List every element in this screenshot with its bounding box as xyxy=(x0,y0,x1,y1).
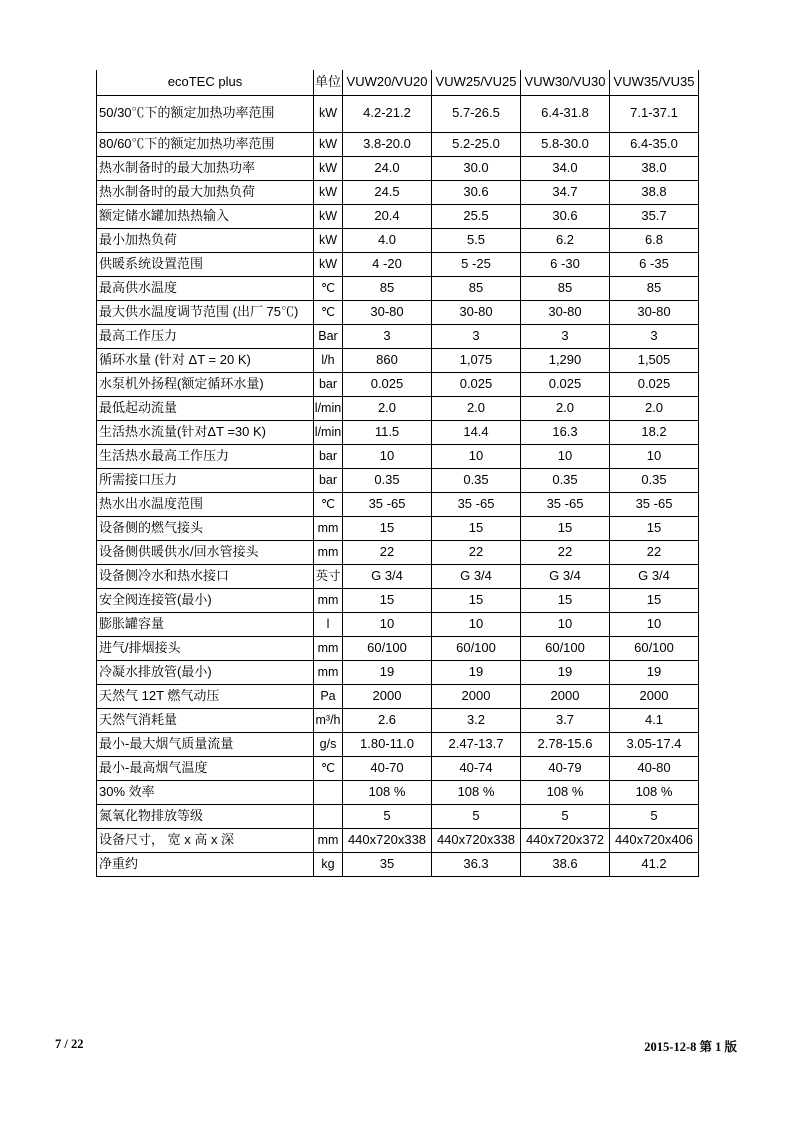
spec-unit: l/min xyxy=(314,420,343,444)
spec-label: 天然气 12T 燃气动压 xyxy=(97,684,314,708)
spec-label: 最高工作压力 xyxy=(97,324,314,348)
spec-value-vuw30: 30.6 xyxy=(521,204,610,228)
model-header-vuw25: VUW25/VU25 xyxy=(432,70,521,95)
spec-value-vuw25: 108 % xyxy=(432,780,521,804)
spec-unit: 英寸 xyxy=(314,564,343,588)
spec-value-vuw30: 5.8-30.0 xyxy=(521,132,610,156)
spec-value-vuw30: 3.7 xyxy=(521,708,610,732)
spec-value-vuw25: G 3/4 xyxy=(432,564,521,588)
spec-value-vuw25: 10 xyxy=(432,612,521,636)
spec-value-vuw30: 60/100 xyxy=(521,636,610,660)
spec-unit: mm xyxy=(314,636,343,660)
spec-value-vuw35: 0.025 xyxy=(610,372,699,396)
spec-value-vuw35: 19 xyxy=(610,660,699,684)
table-row xyxy=(97,636,699,660)
spec-label: 供暖系统设置范围 xyxy=(97,252,314,276)
table-row xyxy=(97,180,699,204)
spec-value-vuw30: 15 xyxy=(521,516,610,540)
spec-label: 最小加热负荷 xyxy=(97,228,314,252)
spec-value-vuw25: 2.47-13.7 xyxy=(432,732,521,756)
spec-value-vuw25: 10 xyxy=(432,444,521,468)
spec-value-vuw20: 1.80-11.0 xyxy=(343,732,432,756)
spec-label: 设备侧冷水和热水接口 xyxy=(97,564,314,588)
model-header-vuw20: VUW20/VU20 xyxy=(343,70,432,95)
spec-value-vuw30: 19 xyxy=(521,660,610,684)
spec-value-vuw20: 2.0 xyxy=(343,396,432,420)
spec-value-vuw25: 14.4 xyxy=(432,420,521,444)
spec-value-vuw25: 2.0 xyxy=(432,396,521,420)
spec-label: 进气/排烟接头 xyxy=(97,636,314,660)
table-row xyxy=(97,204,699,228)
spec-value-vuw25: 85 xyxy=(432,276,521,300)
spec-value-vuw35: 18.2 xyxy=(610,420,699,444)
table-row xyxy=(97,300,699,324)
spec-value-vuw20: 3.8-20.0 xyxy=(343,132,432,156)
spec-value-vuw30: 1,290 xyxy=(521,348,610,372)
spec-label: 净重约 xyxy=(97,852,314,876)
spec-value-vuw35: 30-80 xyxy=(610,300,699,324)
table-row xyxy=(97,828,699,852)
spec-unit: mm xyxy=(314,540,343,564)
spec-value-vuw20: 0.35 xyxy=(343,468,432,492)
spec-unit: kW xyxy=(314,252,343,276)
spec-value-vuw20: 860 xyxy=(343,348,432,372)
spec-value-vuw25: 25.5 xyxy=(432,204,521,228)
spec-value-vuw20: 35 -65 xyxy=(343,492,432,516)
spec-unit xyxy=(314,804,343,828)
spec-value-vuw20: 11.5 xyxy=(343,420,432,444)
spec-label: 冷凝水排放管(最小) xyxy=(97,660,314,684)
spec-value-vuw25: 19 xyxy=(432,660,521,684)
table-row xyxy=(97,756,699,780)
spec-value-vuw30: 440x720x372 xyxy=(521,828,610,852)
spec-value-vuw25: 30.0 xyxy=(432,156,521,180)
spec-value-vuw25: 0.35 xyxy=(432,468,521,492)
table-row xyxy=(97,324,699,348)
spec-value-vuw25: 440x720x338 xyxy=(432,828,521,852)
spec-unit: kW xyxy=(314,228,343,252)
table-row xyxy=(97,420,699,444)
spec-label: 生活热水流量(针对ΔT =30 K) xyxy=(97,420,314,444)
spec-value-vuw25: 15 xyxy=(432,588,521,612)
spec-value-vuw30: 85 xyxy=(521,276,610,300)
table-row xyxy=(97,852,699,876)
spec-label: 生活热水最高工作压力 xyxy=(97,444,314,468)
spec-label: 最大供水温度调节范围 (出厂 75℃) xyxy=(97,300,314,324)
spec-value-vuw25: 3.2 xyxy=(432,708,521,732)
spec-value-vuw35: 108 % xyxy=(610,780,699,804)
spec-unit: mm xyxy=(314,828,343,852)
spec-value-vuw35: 10 xyxy=(610,444,699,468)
spec-value-vuw20: G 3/4 xyxy=(343,564,432,588)
spec-value-vuw35: 1,505 xyxy=(610,348,699,372)
spec-label: 最小-最高烟气温度 xyxy=(97,756,314,780)
spec-value-vuw20: 24.5 xyxy=(343,180,432,204)
spec-value-vuw35: 440x720x406 xyxy=(610,828,699,852)
spec-value-vuw35: 2000 xyxy=(610,684,699,708)
spec-label: 天然气消耗量 xyxy=(97,708,314,732)
spec-value-vuw20: 19 xyxy=(343,660,432,684)
spec-value-vuw30: 2.78-15.6 xyxy=(521,732,610,756)
spec-value-vuw25: 30-80 xyxy=(432,300,521,324)
spec-label: 水泵机外扬程(额定循环水量) xyxy=(97,372,314,396)
spec-value-vuw30: 0.35 xyxy=(521,468,610,492)
spec-table-body xyxy=(97,95,699,876)
spec-value-vuw35: 38.8 xyxy=(610,180,699,204)
spec-value-vuw25: 22 xyxy=(432,540,521,564)
spec-value-vuw25: 5 xyxy=(432,804,521,828)
spec-value-vuw35: 15 xyxy=(610,516,699,540)
spec-value-vuw30: 6 -30 xyxy=(521,252,610,276)
spec-value-vuw25: 2000 xyxy=(432,684,521,708)
spec-unit: bar xyxy=(314,372,343,396)
spec-value-vuw35: 35 -65 xyxy=(610,492,699,516)
table-row xyxy=(97,708,699,732)
spec-value-vuw20: 24.0 xyxy=(343,156,432,180)
spec-value-vuw25: 36.3 xyxy=(432,852,521,876)
table-row xyxy=(97,348,699,372)
table-row xyxy=(97,516,699,540)
spec-unit: kW xyxy=(314,156,343,180)
spec-value-vuw20: 2.6 xyxy=(343,708,432,732)
table-row xyxy=(97,396,699,420)
spec-value-vuw30: 34.0 xyxy=(521,156,610,180)
spec-value-vuw25: 60/100 xyxy=(432,636,521,660)
spec-value-vuw20: 0.025 xyxy=(343,372,432,396)
spec-value-vuw25: 35 -65 xyxy=(432,492,521,516)
spec-value-vuw35: 7.1-37.1 xyxy=(610,95,699,132)
spec-value-vuw35: 85 xyxy=(610,276,699,300)
spec-value-vuw30: 2000 xyxy=(521,684,610,708)
table-row xyxy=(97,228,699,252)
spec-value-vuw20: 35 xyxy=(343,852,432,876)
spec-value-vuw25: 3 xyxy=(432,324,521,348)
spec-label: 安全阀连接管(最小) xyxy=(97,588,314,612)
spec-label: 额定储水罐加热热输入 xyxy=(97,204,314,228)
spec-value-vuw25: 15 xyxy=(432,516,521,540)
spec-value-vuw30: 3 xyxy=(521,324,610,348)
table-row xyxy=(97,660,699,684)
spec-label: 循环水量 (针对 ΔT = 20 K) xyxy=(97,348,314,372)
spec-value-vuw35: 2.0 xyxy=(610,396,699,420)
product-name-header: ecoTEC plus xyxy=(97,70,314,95)
spec-value-vuw35: 40-80 xyxy=(610,756,699,780)
spec-value-vuw30: 34.7 xyxy=(521,180,610,204)
header-row xyxy=(97,70,699,95)
spec-unit: ℃ xyxy=(314,300,343,324)
spec-value-vuw35: 41.2 xyxy=(610,852,699,876)
spec-unit: kW xyxy=(314,204,343,228)
unit-column-header: 单位 xyxy=(314,70,343,95)
spec-value-vuw30: 5 xyxy=(521,804,610,828)
spec-unit: ℃ xyxy=(314,276,343,300)
spec-table xyxy=(96,70,699,877)
spec-value-vuw25: 30.6 xyxy=(432,180,521,204)
spec-value-vuw30: 6.4-31.8 xyxy=(521,95,610,132)
spec-value-vuw35: 35.7 xyxy=(610,204,699,228)
spec-value-vuw30: 2.0 xyxy=(521,396,610,420)
spec-value-vuw25: 40-74 xyxy=(432,756,521,780)
table-row xyxy=(97,444,699,468)
spec-label: 热水出水温度范围 xyxy=(97,492,314,516)
spec-value-vuw20: 30-80 xyxy=(343,300,432,324)
spec-value-vuw35: 38.0 xyxy=(610,156,699,180)
spec-label: 膨胀罐容量 xyxy=(97,612,314,636)
spec-value-vuw35: 6 -35 xyxy=(610,252,699,276)
spec-value-vuw35: 15 xyxy=(610,588,699,612)
spec-unit: bar xyxy=(314,444,343,468)
spec-value-vuw35: 3 xyxy=(610,324,699,348)
spec-value-vuw20: 60/100 xyxy=(343,636,432,660)
spec-unit: mm xyxy=(314,588,343,612)
spec-value-vuw20: 2000 xyxy=(343,684,432,708)
table-row xyxy=(97,156,699,180)
spec-value-vuw35: 60/100 xyxy=(610,636,699,660)
table-row xyxy=(97,684,699,708)
spec-label: 最低起动流量 xyxy=(97,396,314,420)
spec-value-vuw30: 40-79 xyxy=(521,756,610,780)
page-number: 7 / 22 xyxy=(55,1037,84,1051)
spec-value-vuw30: 16.3 xyxy=(521,420,610,444)
spec-value-vuw25: 5.7-26.5 xyxy=(432,95,521,132)
spec-label: 80/60℃下的额定加热功率范围 xyxy=(97,132,314,156)
table-row xyxy=(97,564,699,588)
table-row xyxy=(97,132,699,156)
table-row xyxy=(97,276,699,300)
page-footer xyxy=(55,1037,737,1053)
spec-value-vuw35: 10 xyxy=(610,612,699,636)
spec-value-vuw35: 3.05-17.4 xyxy=(610,732,699,756)
spec-unit: Bar xyxy=(314,324,343,348)
table-row xyxy=(97,492,699,516)
spec-unit: bar xyxy=(314,468,343,492)
spec-value-vuw25: 5.5 xyxy=(432,228,521,252)
spec-value-vuw30: G 3/4 xyxy=(521,564,610,588)
spec-value-vuw35: 4.1 xyxy=(610,708,699,732)
spec-value-vuw20: 15 xyxy=(343,588,432,612)
spec-label: 热水制备时的最大加热功率 xyxy=(97,156,314,180)
spec-value-vuw30: 15 xyxy=(521,588,610,612)
spec-value-vuw20: 4 -20 xyxy=(343,252,432,276)
spec-value-vuw20: 85 xyxy=(343,276,432,300)
table-row xyxy=(97,588,699,612)
spec-value-vuw20: 15 xyxy=(343,516,432,540)
spec-unit: kW xyxy=(314,180,343,204)
spec-label: 50/30℃下的额定加热功率范围 xyxy=(97,95,314,132)
spec-unit: Pa xyxy=(314,684,343,708)
spec-value-vuw35: 6.8 xyxy=(610,228,699,252)
model-header-vuw30: VUW30/VU30 xyxy=(521,70,610,95)
spec-label: 热水制备时的最大加热负荷 xyxy=(97,180,314,204)
spec-label: 设备侧的燃气接头 xyxy=(97,516,314,540)
spec-table-header xyxy=(97,70,699,95)
spec-value-vuw30: 22 xyxy=(521,540,610,564)
table-row xyxy=(97,95,699,132)
spec-value-vuw30: 10 xyxy=(521,444,610,468)
spec-label: 最高供水温度 xyxy=(97,276,314,300)
spec-value-vuw20: 10 xyxy=(343,444,432,468)
spec-value-vuw30: 6.2 xyxy=(521,228,610,252)
spec-unit: m³/h xyxy=(314,708,343,732)
spec-unit: l/h xyxy=(314,348,343,372)
spec-value-vuw20: 440x720x338 xyxy=(343,828,432,852)
spec-value-vuw35: 22 xyxy=(610,540,699,564)
spec-value-vuw30: 0.025 xyxy=(521,372,610,396)
spec-unit: mm xyxy=(314,660,343,684)
spec-value-vuw20: 5 xyxy=(343,804,432,828)
spec-label: 设备侧供暖供水/回水管接头 xyxy=(97,540,314,564)
spec-value-vuw25: 5.2-25.0 xyxy=(432,132,521,156)
spec-unit: ℃ xyxy=(314,756,343,780)
spec-value-vuw35: G 3/4 xyxy=(610,564,699,588)
spec-value-vuw30: 35 -65 xyxy=(521,492,610,516)
table-row xyxy=(97,468,699,492)
spec-label: 30% 效率 xyxy=(97,780,314,804)
spec-unit: kW xyxy=(314,132,343,156)
table-row xyxy=(97,372,699,396)
spec-label: 氮氧化物排放等级 xyxy=(97,804,314,828)
version-label: 2015-12-8 第 1 版 xyxy=(644,1040,737,1054)
table-row xyxy=(97,612,699,636)
spec-value-vuw25: 1,075 xyxy=(432,348,521,372)
spec-value-vuw30: 38.6 xyxy=(521,852,610,876)
spec-value-vuw25: 0.025 xyxy=(432,372,521,396)
spec-unit: l xyxy=(314,612,343,636)
spec-value-vuw30: 108 % xyxy=(521,780,610,804)
spec-value-vuw20: 108 % xyxy=(343,780,432,804)
table-row xyxy=(97,540,699,564)
model-header-vuw35: VUW35/VU35 xyxy=(610,70,699,95)
table-row xyxy=(97,780,699,804)
spec-unit: g/s xyxy=(314,732,343,756)
spec-unit: mm xyxy=(314,516,343,540)
table-row xyxy=(97,732,699,756)
spec-unit: ℃ xyxy=(314,492,343,516)
spec-value-vuw30: 10 xyxy=(521,612,610,636)
spec-value-vuw25: 5 -25 xyxy=(432,252,521,276)
table-row xyxy=(97,252,699,276)
spec-unit: kg xyxy=(314,852,343,876)
table-row xyxy=(97,804,699,828)
spec-value-vuw35: 6.4-35.0 xyxy=(610,132,699,156)
spec-value-vuw20: 4.2-21.2 xyxy=(343,95,432,132)
spec-value-vuw20: 40-70 xyxy=(343,756,432,780)
spec-value-vuw20: 10 xyxy=(343,612,432,636)
spec-label: 设备尺寸， 宽 x 高 x 深 xyxy=(97,828,314,852)
spec-value-vuw20: 4.0 xyxy=(343,228,432,252)
spec-value-vuw20: 22 xyxy=(343,540,432,564)
spec-unit: l/min xyxy=(314,396,343,420)
spec-value-vuw30: 30-80 xyxy=(521,300,610,324)
spec-unit: kW xyxy=(314,95,343,132)
spec-value-vuw35: 5 xyxy=(610,804,699,828)
spec-value-vuw35: 0.35 xyxy=(610,468,699,492)
spec-label: 最小-最大烟气质量流量 xyxy=(97,732,314,756)
spec-unit xyxy=(314,780,343,804)
spec-label: 所需接口压力 xyxy=(97,468,314,492)
spec-value-vuw20: 20.4 xyxy=(343,204,432,228)
spec-value-vuw20: 3 xyxy=(343,324,432,348)
